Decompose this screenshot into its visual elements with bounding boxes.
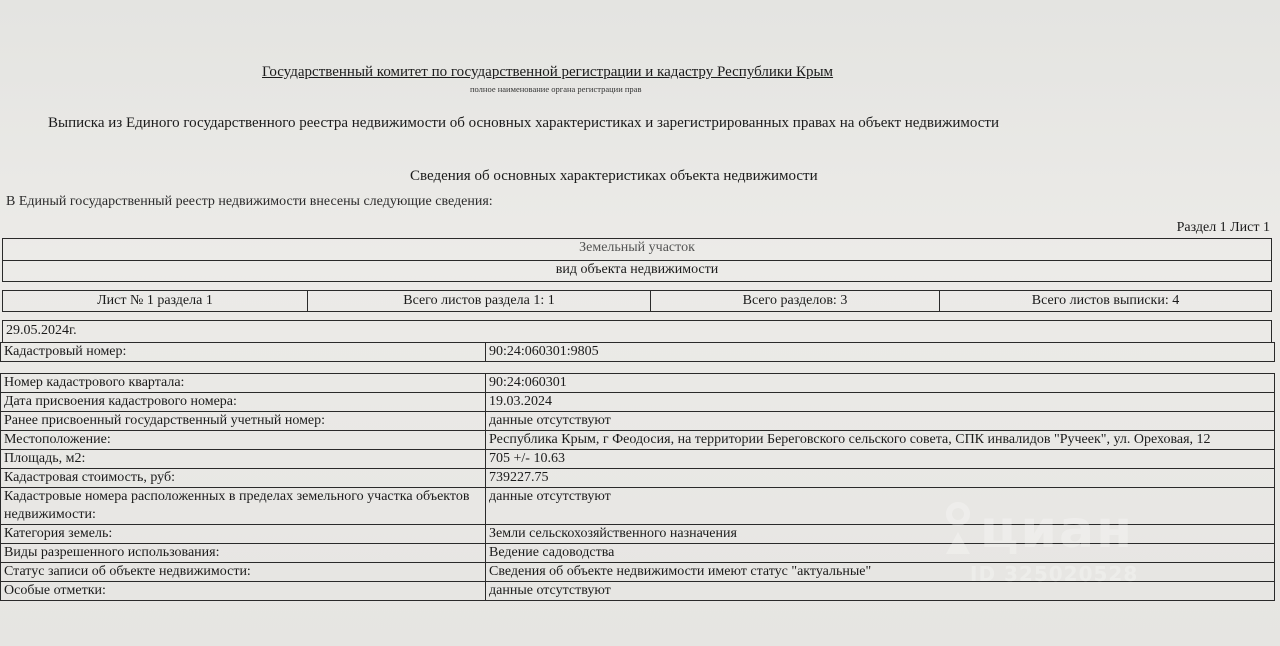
row-value: Земли сельскохозяйственного назначения	[486, 525, 1275, 544]
row-label: Ранее присвоенный государственный учетный номер:	[1, 412, 486, 431]
row-value: данные отсутствуют	[486, 488, 1275, 525]
row-label: Статус записи об объекте недвижимости:	[1, 563, 486, 582]
watermark-brand: циан	[980, 500, 1134, 560]
row-label: Кадастровая стоимость, руб:	[1, 469, 486, 488]
table-row	[1, 412, 1275, 431]
table-row	[1, 393, 1275, 412]
document-title: Выписка из Единого государственного реестра недвижимости об основных характеристиках и зарегистрированных правах на объект недвижимости	[48, 115, 1000, 131]
row-value: данные отсутствуют	[486, 582, 1275, 601]
row-value: 90:24:060301	[486, 374, 1275, 393]
row-value: 705 +/- 10.63	[486, 450, 1275, 469]
row-value: Сведения об объекте недвижимости имеют статус "актуальные"	[486, 563, 1275, 582]
sections-total: Всего разделов: 3	[651, 290, 940, 312]
extract-sheets-total: Всего листов выписки: 4	[940, 290, 1272, 312]
sheet-info-row	[2, 290, 1272, 312]
object-type: Земельный участок	[2, 238, 1272, 260]
table-row	[1, 343, 1275, 362]
row-value: 19.03.2024	[486, 393, 1275, 412]
row-value: данные отсутствуют	[486, 412, 1275, 431]
row-label: Виды разрешенного использования:	[1, 544, 486, 563]
pin-icon	[940, 502, 976, 558]
table-row	[1, 450, 1275, 469]
row-label: Площадь, м2:	[1, 450, 486, 469]
row-value: Республика Крым, г Феодосия, на территории Береговского сельского совета, СПК инвалидов "Ручеек", ул. Ореховая, 12	[486, 431, 1275, 450]
table-row	[1, 374, 1275, 393]
section-sheet-mark: Раздел 1 Лист 1	[1176, 220, 1270, 235]
sheet-number: Лист № 1 раздела 1	[2, 290, 308, 312]
row-label: Кадастровый номер:	[1, 343, 486, 362]
row-value: 739227.75	[486, 469, 1275, 488]
cadastral-number-table	[0, 342, 1275, 362]
section-title: Сведения об основных характеристиках объекта недвижимости	[410, 168, 818, 184]
row-label: Номер кадастрового квартала:	[1, 374, 486, 393]
row-label: Категория земель:	[1, 525, 486, 544]
row-label: Кадастровые номера расположенных в пределах земельного участка объектов недвижимости:	[1, 488, 486, 525]
object-type-caption: вид объекта недвижимости	[2, 260, 1272, 282]
intro-text: В Единый государственный реестр недвижимости внесены следующие сведения:	[6, 194, 493, 209]
registration-authority: Государственный комитет по государственной регистрации и кадастру Республики Крым	[262, 64, 834, 80]
authority-caption: полное наименование органа регистрации прав	[470, 84, 642, 94]
table-row	[1, 469, 1275, 488]
cian-watermark	[940, 500, 1160, 590]
table-row	[1, 431, 1275, 450]
row-label: Дата присвоения кадастрового номера:	[1, 393, 486, 412]
row-value: 90:24:060301:9805	[486, 343, 1275, 362]
extract-date: 29.05.2024г.	[2, 320, 1272, 342]
watermark-id: ID 325020528	[970, 562, 1139, 586]
section-sheets-total: Всего листов раздела 1: 1	[308, 290, 651, 312]
row-label: Особые отметки:	[1, 582, 486, 601]
row-label: Местоположение:	[1, 431, 486, 450]
row-value: Ведение садоводства	[486, 544, 1275, 563]
